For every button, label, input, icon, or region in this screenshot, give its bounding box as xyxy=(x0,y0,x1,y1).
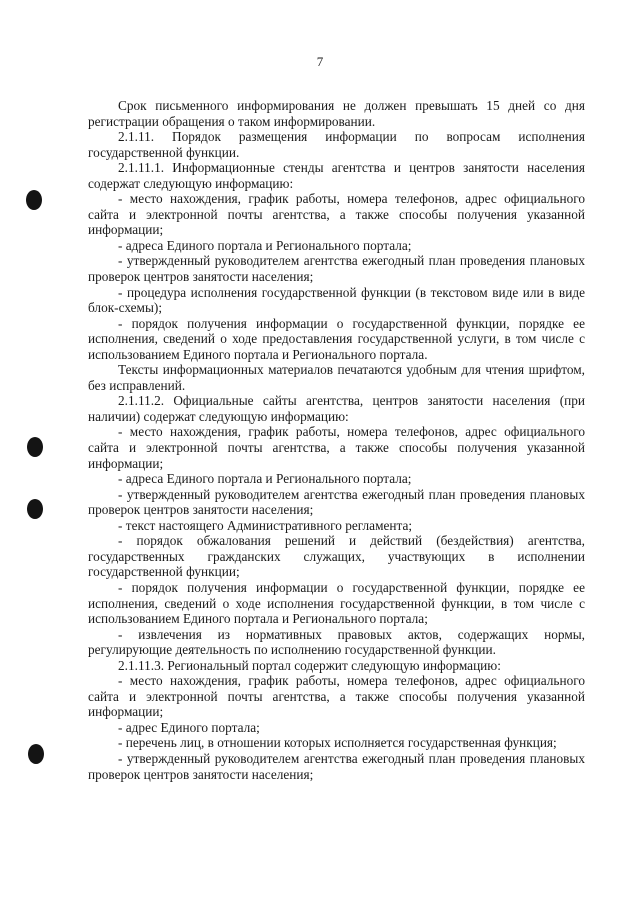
list-item: - процедура исполнения государственной функции (в текстовом виде или в виде блок-схемы); xyxy=(88,284,585,316)
paragraph-2-1-11: 2.1.11. Порядок размещения информации по вопросам исполнения государственной функции. xyxy=(88,129,585,160)
list-item: - текст настоящего Административного регламента; xyxy=(118,517,413,533)
page-number: 7 xyxy=(316,54,324,69)
list-item: - место нахождения, график работы, номера телефонов, адрес официального сайта и электронной почты агентства, а также способы получения указанной информации; xyxy=(88,191,585,238)
paragraph-materials-font: Тексты информационных материалов печатаются удобным для чтения шрифтом, без исправлений. xyxy=(88,362,585,393)
paragraph-2-1-11-3: 2.1.11.3. Региональный портал содержит следующую информацию: xyxy=(118,657,501,673)
list-item: - порядок обжалования решений и действий (бездействия) агентства, государственных гражданских служащих, участвующих в исполнении государственной функции; xyxy=(88,533,585,580)
list-item: - утвержденный руководителем агентства ежегодный план проведения плановых проверок центров занятости населения; xyxy=(88,750,585,782)
document-body xyxy=(88,98,585,782)
list-item: - порядок получения информации о государственной функции, порядке ее исполнения, сведений о ходе предоставления государственной услуги, в том числе с использованием Единого портала и Регионального портала. xyxy=(88,315,585,362)
list-item: - утвержденный руководителем агентства ежегодный план проведения плановых проверок центров занятости населения; xyxy=(88,486,585,518)
list-item: - адреса Единого портала и Регионального портала; xyxy=(118,471,412,487)
list-item: - перечень лиц, в отношении которых исполняется государственная функция; xyxy=(118,735,557,751)
punch-hole-icon xyxy=(27,437,43,457)
paragraph-2-1-11-1: 2.1.11.1. Информационные стенды агентства и центров занятости населения содержат следующую информацию: xyxy=(88,160,585,191)
punch-hole-icon xyxy=(26,190,42,210)
paragraph-response-deadline: Срок письменного информирования не должен превышать 15 дней со дня регистрации обращения о таком информировании. xyxy=(88,98,585,129)
list-item: - утвержденный руководителем агентства ежегодный план проведения плановых проверок центров занятости населения; xyxy=(88,253,585,285)
punch-hole-icon xyxy=(28,744,44,764)
list-item: - место нахождения, график работы, номера телефонов, адрес официального сайта и электронной почты агентства, а также способы получения указанной информации; xyxy=(88,424,585,471)
list-item: - порядок получения информации о государственной функции, порядке ее исполнения, сведений о ходе исполнения государственной функции, в том числе с использованием Единого портала и Регионального портала; xyxy=(88,579,585,627)
list-item: - извлечения из нормативных правовых актов, содержащих нормы, регулирующие деятельность по исполнению государственной функции. xyxy=(88,626,585,658)
list-item: - адреса Единого портала и Регионального портала; xyxy=(118,237,412,253)
list-item: - место нахождения, график работы, номера телефонов, адрес официального сайта и электронной почты агентства, а также способы получения указанной информации; xyxy=(88,673,585,720)
list-item: - адрес Единого портала; xyxy=(118,719,260,735)
paragraph-2-1-11-2: 2.1.11.2. Официальные сайты агентства, центров занятости населения (при наличии) содержат следующую информацию: xyxy=(88,393,585,424)
punch-hole-icon xyxy=(27,499,43,519)
